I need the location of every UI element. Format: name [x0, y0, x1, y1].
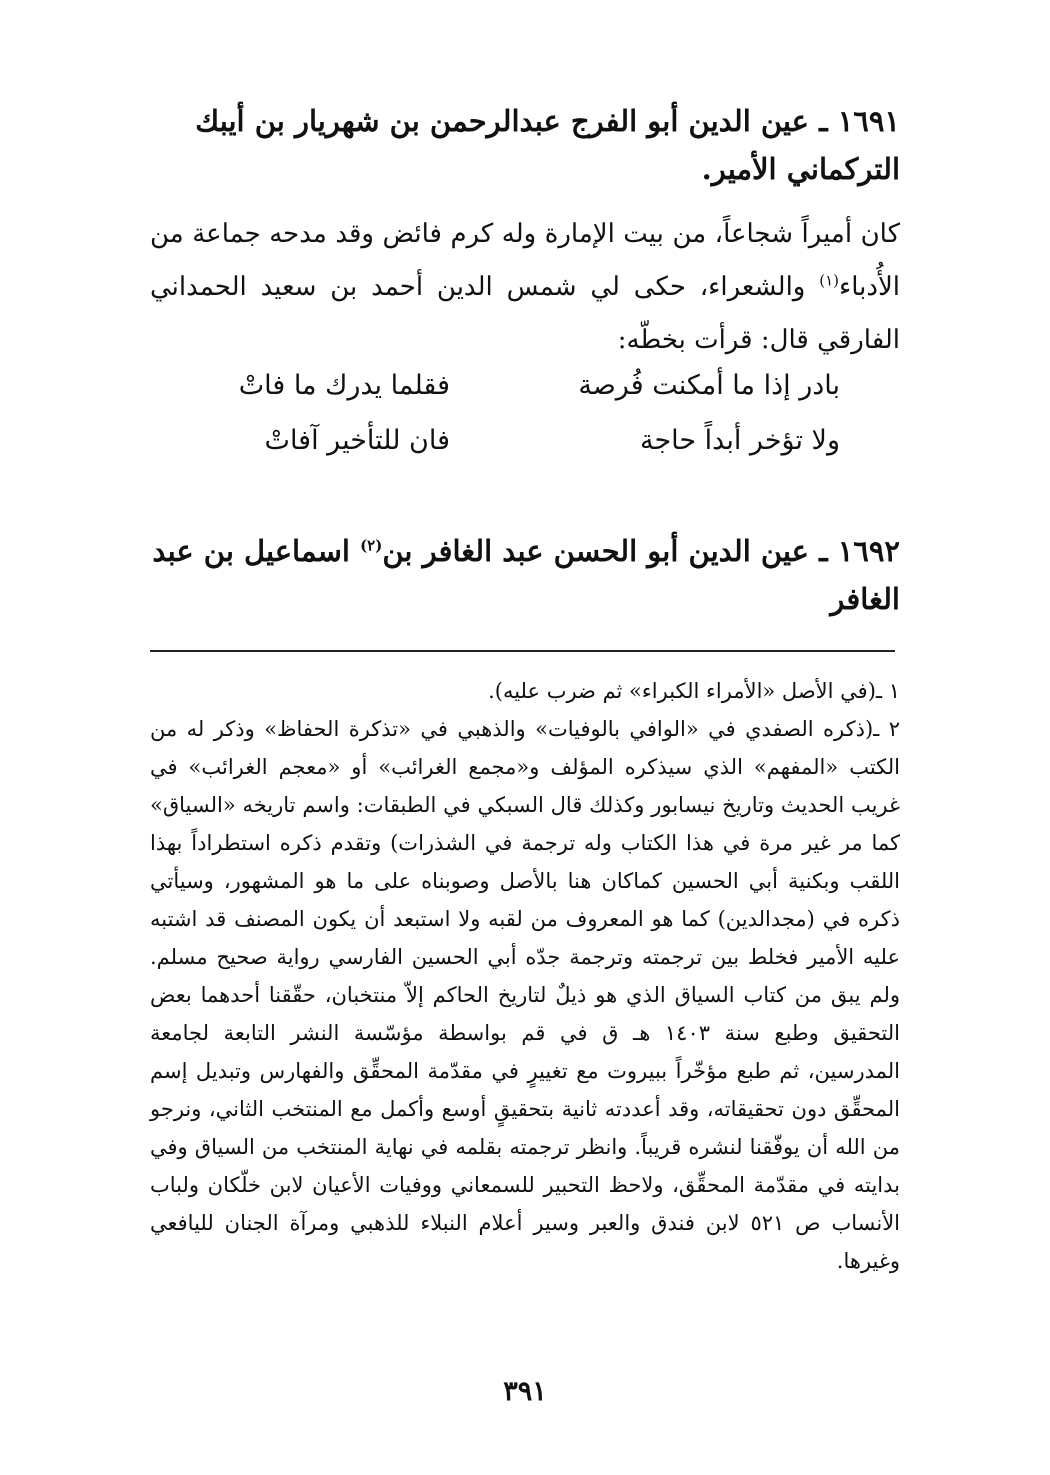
footnotes [150, 672, 900, 1280]
footnote-separator [150, 650, 895, 652]
page-number: ٣٩١ [503, 1376, 547, 1407]
footnote-1: ١ ـ(في الأصل «الأمراء الكبراء» ثم ضرب عليه). [488, 679, 900, 703]
footnote-ref-1: (١) [819, 271, 839, 290]
verse-1-first-hemistich: بادر إذا ما أمكنت فُرصة [578, 370, 840, 401]
entry-1691-body [150, 208, 900, 367]
footnote-2: ٢ ـ(ذكره الصفدي في «الوافي بالوفيات» والذهبي في «تذكرة الحفاظ» وذكر له من الكتب «المفهم» الذي سيذكره المؤلف و«مجمع الغرائب» أو «معجم الغرائب» في غريب الحديث وتاريخ نيسابور وكذلك قال السبكي في الطبقات: واسم تاريخه «السياق» كما مر غير مرة في هذا الكتاب وله ترجمة في الشذرات) وتقدم ذكره استطراداً بهذا اللقب وبكنية أبي الحسين كماكان هنا بالأصل وصوبناه على ما هو المشهور، وسيأتي ذكره في (مجدالدين) كما هو المعروف من لقبه ولا استبعد أن يكون المصنف قد اشتبه عليه الأمير فخلط بين ترجمته وترجمة جدّه أبي الحسين الفارسي رواية صحيح مسلم. ولم يبق من كتاب السياق الذي هو ذيلٌ لتاريخ الحاكم إلاّ منتخبان، حقّقنا أحدهما بعض التحقيق وطبع سنة ١٤٠٣ هـ ق في قم بواسطة مؤسّسة النشر التابعة لجامعة المدرسين، ثم طبع مؤخّراً ببيروت مع تغييرٍ في مقدّمة المحقِّق والفهارس وتبديل إسم المحقِّق دون تحقيقاته، وقد أعددته ثانية بتحقيقٍ أوسع وأكمل مع المنتخب الثاني، ونرجو من الله أن يوفّقنا لنشره قريباً. وانظر ترجمته بقلمه في نهاية المنتخب من السياق وفي بدايته في مقدّمة المحقِّق، ولاحظ التحبير للسمعاني ووفيات الأعيان لابن خلّكان ولباب الأنساب ص ٥٢١ لابن فندق والعبر وسير أعلام النبلاء للذهبي ومرآة الجنان لليافعي وغيرها. [150, 717, 901, 1273]
verse-2-second-hemistich: فان للتأخير آفاتْ [264, 425, 450, 456]
entry-1691-body-text-2: والشعراء، حكى لي شمس الدين أحمد بن سعيد الحمداني الفارقي قال: قرأت بخطّه: [150, 272, 900, 355]
entry-1692-heading-text-2: اسماعيل بن عبد الغافر [152, 534, 900, 616]
verse-1-second-hemistich: فقلما يدرك ما فاتْ [238, 370, 450, 401]
footnote-ref-2: (٢) [360, 536, 383, 555]
entry-1691-body-text-1: كان أميراً شجاعاً، من بيت الإمارة وله كرم فائض وقد مدحه جماعة من الأُدباء [150, 219, 900, 302]
poem [0, 358, 1050, 468]
entry-1692-heading-text-1: ١٦٩٢ ـ عين الدين أبو الحسن عبد الغافر بن [382, 534, 900, 568]
entry-1691-heading: ١٦٩١ ـ عين الدين أبو الفرج عبدالرحمن بن شهريار بن أيبك التركماني الأمير. [195, 104, 900, 186]
verse-2-first-hemistich: ولا تؤخر أبداً حاجة [639, 425, 840, 456]
entry-1692-heading [150, 527, 900, 623]
